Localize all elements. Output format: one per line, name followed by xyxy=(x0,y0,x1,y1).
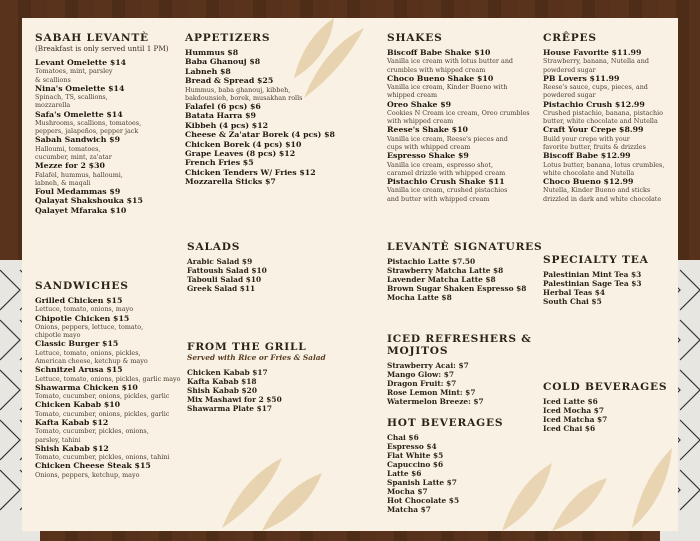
signatures-section xyxy=(387,241,547,302)
menu-item: Lavender Matcha Latte $8 xyxy=(387,275,496,284)
menu-item xyxy=(185,158,365,167)
menu-item-name: Foul Medammas $9 xyxy=(35,187,121,197)
menu-item-description: favorite butter, fruits & drizzles xyxy=(543,143,646,152)
menu-item xyxy=(185,168,365,177)
menu-item: Strawberry Acai: $7 xyxy=(387,361,469,370)
section-title-appetizers: APPETIZERS xyxy=(185,32,271,44)
menu-item-description: Tomato, cucumber, onions, pickles, garlic xyxy=(35,409,170,418)
breakfast-note: (Breakfast is only served until 1 PM) xyxy=(35,44,169,53)
menu-item: Iced Latte $6 xyxy=(543,397,598,406)
section-title-signatures: LEVANTÈ SIGNATURES xyxy=(387,241,543,253)
menu-item xyxy=(35,461,205,479)
menu-item xyxy=(185,121,365,130)
menu-item: Herbal Teas $4 xyxy=(543,288,606,297)
menu-item-description: Tomato, cucumber, pickles, onions, xyxy=(35,427,149,436)
menu-item xyxy=(185,67,365,76)
menu-item xyxy=(35,383,205,401)
menu-item xyxy=(543,125,678,151)
menu-item-name: Chicken Borek (4 pcs) $10 xyxy=(185,139,302,149)
menu-item-description: Nutella, Kinder Bueno and sticks xyxy=(543,186,651,195)
menu-item: Flat White $5 xyxy=(387,451,444,460)
menu-item-description: & scallions xyxy=(35,75,71,84)
menu-item-name: Craft Your Crepe $8.99 xyxy=(543,125,644,135)
menu-item-description: crumbles with whipped cream xyxy=(387,65,486,74)
hot-section xyxy=(387,417,527,514)
menu-item-description: Lettuce, tomato, onions, pickles, xyxy=(35,348,141,357)
menu-item-name: Choco Bueno $12.99 xyxy=(543,177,634,187)
menu-item-name: Batata Harra $9 xyxy=(185,111,256,121)
menu-item-name: Oreo Shake $9 xyxy=(387,99,452,109)
menu-item-description: Vanilla ice cream, espresso shot, xyxy=(387,160,493,169)
menu-item: Strawberry Matcha Latte $8 xyxy=(387,266,504,275)
menu-item-description: Strawberry, banana, Nutella and xyxy=(543,57,649,66)
menu-item-description: bakdounsieh, borek, musakhan rolls xyxy=(185,93,303,102)
menu-item xyxy=(185,130,365,139)
menu-item-name: Bread & Spread $25 xyxy=(185,76,274,86)
leaf-decoration-bottom-left xyxy=(212,438,332,531)
menu-item: Chicken Kabab $17 xyxy=(187,368,268,377)
menu-item-description: cups with whipped cream xyxy=(387,143,471,152)
grill-section xyxy=(187,341,357,413)
menu-item-description: peppers, jalapeños, pepper jack xyxy=(35,127,139,136)
grill-tagline: Served with Rice or Fries & Salad xyxy=(187,353,326,362)
section-title-sandwiches: SANDWICHES xyxy=(35,280,129,292)
menu-item-name: Reese's Shake $10 xyxy=(387,125,468,135)
menu-item-description: powdered sugar xyxy=(543,91,596,100)
menu-item: Palestinian Mint Tea $3 xyxy=(543,270,642,279)
menu-item-description: cucumber, mint, za'atar xyxy=(35,153,112,162)
menu-item: Matcha $7 xyxy=(387,505,431,514)
menu-item-name: Mozzarella Sticks $7 xyxy=(185,177,276,187)
section-title-salads: SALADS xyxy=(187,241,241,253)
menu-item xyxy=(35,418,205,444)
menu-item xyxy=(185,57,365,66)
appetizers-section xyxy=(185,32,365,187)
menu-item-name: Cheese & Za'atar Borek (4 pcs) $8 xyxy=(185,130,335,140)
menu-item-description: drizzled in dark and white chocolate xyxy=(543,194,662,203)
menu-item: Spanish Latte $7 xyxy=(387,478,457,487)
cold-section xyxy=(543,381,678,433)
menu-item xyxy=(35,187,195,196)
menu-item-description: Hummus, baba ghanouj, kibbeh, xyxy=(185,85,291,94)
menu-item-description: chipotle mayo xyxy=(35,331,81,340)
menu-item-description: Falafel, hummus, halloumi, xyxy=(35,170,123,179)
menu-item: Palestinian Sage Tea $3 xyxy=(543,279,642,288)
menu-item-name: Shish Kabab $12 xyxy=(35,443,109,453)
section-title-refreshers: ICED REFRESHERS & MOJITOS xyxy=(387,333,532,357)
menu-sheet xyxy=(22,18,678,531)
menu-item-description: Tomato, cucumber, pickles, onions, tahini xyxy=(35,453,170,462)
menu-item-description: powdered sugar xyxy=(543,65,596,74)
menu-item xyxy=(35,444,205,462)
tea-section xyxy=(543,254,678,306)
menu-item-description: Onions, peppers, ketchup, mayo xyxy=(35,470,140,479)
salads-section xyxy=(187,241,337,293)
menu-item xyxy=(543,177,678,203)
menu-item xyxy=(543,100,678,126)
menu-item: Kafta Kabab $18 xyxy=(187,377,257,386)
menu-item xyxy=(387,100,552,126)
menu-item-name: Qalayet Mfaraka $10 xyxy=(35,205,127,215)
refreshers-section xyxy=(387,333,562,406)
shakes-section xyxy=(387,32,552,203)
menu-item: Fattoush Salad $10 xyxy=(187,266,267,275)
menu-item: Mix Mashawi for 2 $50 xyxy=(187,395,282,404)
menu-item: South Chai $5 xyxy=(543,297,602,306)
menu-item-name: Kafta Kabab $12 xyxy=(35,418,109,428)
menu-item: Dragon Fruit: $7 xyxy=(387,379,457,388)
menu-item xyxy=(543,48,678,74)
menu-item: Mango Glow: $7 xyxy=(387,370,455,379)
menu-item xyxy=(35,196,195,205)
menu-item: Watermelon Breeze: $7 xyxy=(387,397,484,406)
menu-item-name: Safa's Omelette $14 xyxy=(35,109,123,119)
menu-item: Iced Mocha $7 xyxy=(543,406,605,415)
menu-item-name: Sabah Sandwich $9 xyxy=(35,135,121,145)
menu-item-description: Vanilla ice cream, crushed pistachios xyxy=(387,186,508,195)
menu-item xyxy=(387,151,552,177)
menu-item xyxy=(387,177,552,203)
menu-item: Mocha Latte $8 xyxy=(387,293,452,302)
menu-item xyxy=(185,102,365,111)
menu-item xyxy=(35,58,195,84)
menu-item-name: Shawarma Chicken $10 xyxy=(35,382,138,392)
menu-item xyxy=(35,161,195,187)
menu-item xyxy=(35,400,205,418)
section-title-sabah: SABAH LEVANTÈ xyxy=(35,32,149,44)
menu-item xyxy=(35,110,195,136)
menu-item-description: Spinach, TS, scallions, xyxy=(35,93,108,102)
menu-item-description: Tomatoes, mint, parsley xyxy=(35,67,113,76)
menu-item xyxy=(543,74,678,100)
section-title-grill: FROM THE GRILL xyxy=(187,341,307,353)
menu-item-description: Tomato, cucumber, onions, pickles, garlic xyxy=(35,392,170,401)
menu-item-name: Choco Bueno Shake $10 xyxy=(387,73,494,83)
menu-item-description: Cookies N Cream ice cream, Oreo crumbles xyxy=(387,109,530,118)
menu-item-name: Espresso Shake $9 xyxy=(387,151,469,161)
menu-item-description: with whipped cream xyxy=(387,117,454,126)
menu-item-name: Nina's Omelette $14 xyxy=(35,83,125,93)
menu-item-name: Hummus $8 xyxy=(185,48,239,57)
menu-item-name: Biscoff Babe Shake $10 xyxy=(387,48,491,57)
menu-item xyxy=(387,48,552,74)
menu-item-description: butter, white chocolate and Nutella xyxy=(543,117,658,126)
menu-item-description: Lotus butter, banana, lotus crumbles, xyxy=(543,160,665,169)
menu-item-description: Vanilla ice cream, Reese's pieces and xyxy=(387,134,508,143)
menu-item-description: Vanilla ice cream with lotus butter and xyxy=(387,57,514,66)
menu-item xyxy=(35,365,205,383)
menu-item: Arabic Salad $9 xyxy=(187,257,253,266)
menu-item: Brown Sugar Shaken Espresso $8 xyxy=(387,284,527,293)
menu-item: Hot Chocolate $5 xyxy=(387,496,460,505)
menu-item-description: Onions, peppers, lettuce, tomato, xyxy=(35,323,144,332)
menu-item-name: Classic Burger $15 xyxy=(35,339,119,349)
menu-item-name: Chicken Cheese Steak $15 xyxy=(35,461,151,471)
menu-item-description: Vanilla ice cream, Kinder Bueno with xyxy=(387,83,508,92)
menu-item: Pistachio Latte $7.50 xyxy=(387,257,476,266)
menu-item: Latte $6 xyxy=(387,469,422,478)
menu-item-description: Lettuce, tomato, onions, pickles, garlic mayo xyxy=(35,374,181,383)
menu-item xyxy=(185,76,365,102)
section-title-hot: HOT BEVERAGES xyxy=(387,417,504,429)
menu-item-name: Grape Leaves (8 pcs) $12 xyxy=(185,149,296,159)
menu-item-name: House Favorite $11.99 xyxy=(543,48,642,57)
menu-item-description: caramel drizzle with whipped cream xyxy=(387,168,506,177)
menu-item-name: Mezze for 2 $30 xyxy=(35,161,105,171)
menu-item-name: Pistachio Crush $12.99 xyxy=(543,99,645,109)
menu-item-description: mozzarella xyxy=(35,101,71,110)
crepes-section xyxy=(543,32,678,203)
menu-item: Shawarma Plate $17 xyxy=(187,404,272,413)
sandwiches-section xyxy=(35,280,205,479)
menu-item-name: Chipotle Chicken $15 xyxy=(35,313,130,323)
menu-item-description: and butter with whipped cream xyxy=(387,194,490,203)
menu-item: Rose Lemon Mint: $7 xyxy=(387,388,476,397)
menu-item-name: French Fries $5 xyxy=(185,158,254,168)
menu-item xyxy=(387,125,552,151)
menu-item-name: Pistachio Crush Shake $11 xyxy=(387,177,505,187)
menu-item-name: Baba Ghanouj $8 xyxy=(185,57,261,67)
menu-item xyxy=(185,140,365,149)
menu-item-description: Crushed pistachio, banana, pistachio xyxy=(543,109,663,118)
menu-item-name: Kibbeh (4 pcs) $12 xyxy=(185,120,269,130)
menu-item xyxy=(185,48,365,57)
menu-item xyxy=(185,177,365,186)
menu-item: Capuccino $6 xyxy=(387,460,444,469)
menu-item: Chai $6 xyxy=(387,433,419,442)
section-title-cold: COLD BEVERAGES xyxy=(543,381,668,393)
menu-item-description: white chocolate and Nutella xyxy=(543,168,635,177)
menu-item xyxy=(35,339,205,365)
menu-item xyxy=(387,74,552,100)
menu-item-name: Qalayat Shakshouka $15 xyxy=(35,196,143,206)
menu-item-description: Lettuce, tomato, onions, mayo xyxy=(35,305,134,314)
menu-item: Shish Kabab $20 xyxy=(187,386,257,395)
menu-item xyxy=(35,296,205,314)
menu-item: Mocha $7 xyxy=(387,487,428,496)
menu-item xyxy=(185,149,365,158)
menu-item-description: whipped cream xyxy=(387,91,438,100)
section-title-shakes: SHAKES xyxy=(387,32,443,44)
menu-item xyxy=(35,135,195,161)
menu-item-description: Mushrooms, scallions, tomatoes, xyxy=(35,119,142,128)
menu-item-description: American cheese, ketchup & mayo xyxy=(35,357,148,366)
menu-item: Espresso $4 xyxy=(387,442,437,451)
menu-item-name: Falafel (6 pcs) $6 xyxy=(185,102,261,112)
menu-item-name: Biscoff Babe $12.99 xyxy=(543,151,631,161)
menu-item: Tabouli Salad $10 xyxy=(187,275,262,284)
menu-item-description: Build your crepe with your xyxy=(543,134,630,143)
menu-item-name: Chicken Tenders W/ Fries $12 xyxy=(185,167,316,177)
leaf-decoration-bottom-right xyxy=(622,418,678,531)
menu-item: Iced Chai $6 xyxy=(543,424,596,433)
menu-item-name: Chicken Kabab $10 xyxy=(35,400,121,410)
menu-item-description: Reese's sauce, cups, pieces, and xyxy=(543,83,648,92)
section-title-tea: SPECIALTY TEA xyxy=(543,254,649,266)
menu-item-name: Levant Omelette $14 xyxy=(35,58,127,67)
menu-item xyxy=(35,84,195,110)
menu-item xyxy=(35,314,205,340)
menu-item-description: labneh, & maqali xyxy=(35,178,91,187)
menu-item-description: Halloumi, tomatoes, xyxy=(35,144,101,153)
menu-item: Greek Salad $11 xyxy=(187,284,256,293)
menu-item-description: parsley, tahini xyxy=(35,435,81,444)
menu-item-name: Grilled Chicken $15 xyxy=(35,296,123,305)
menu-item xyxy=(185,111,365,120)
menu-item-name: Schnitzel Arusa $15 xyxy=(35,365,123,375)
menu-item xyxy=(35,206,195,215)
menu-item xyxy=(543,151,678,177)
menu-item: Iced Matcha $7 xyxy=(543,415,608,424)
menu-item-name: PB Lovers $11.99 xyxy=(543,73,620,83)
sabah-section xyxy=(35,32,195,215)
menu-item-name: Labneh $8 xyxy=(185,66,231,76)
section-title-crepes: CRÊPES xyxy=(543,32,597,44)
